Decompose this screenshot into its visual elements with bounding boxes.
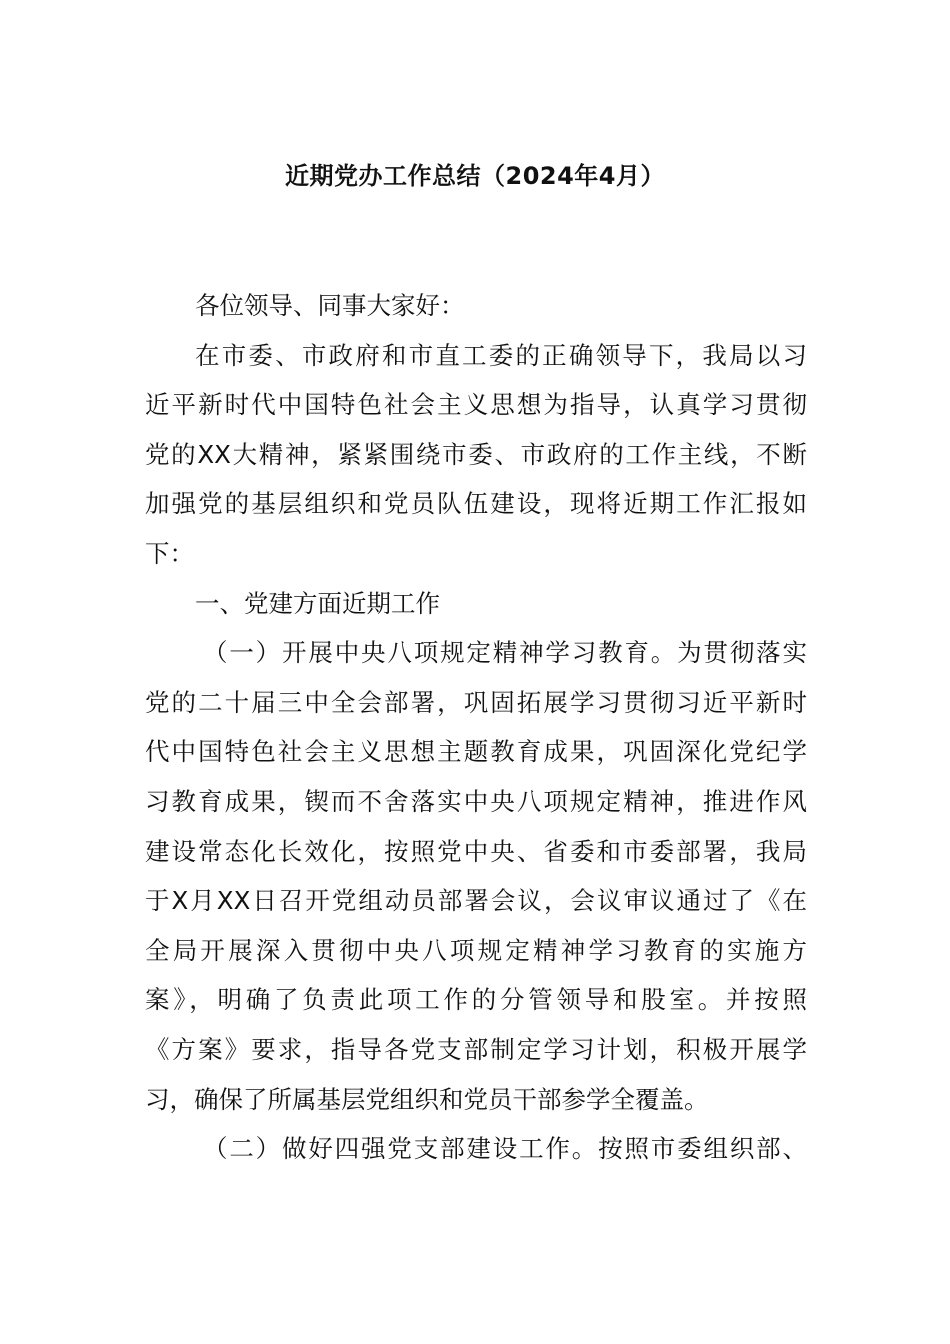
paragraph-line: 习教育成果，锲而不舍落实中央八项规定精神，推进作风 [145,786,807,816]
paragraph-line: 建设常态化长效化，按照党中央、省委和市委部署，我局 [145,836,807,866]
document-body [145,281,807,1174]
paragraph-line: 代中国特色社会主义思想主题教育成果，巩固深化党纪学 [145,737,807,767]
paragraph-line: （二）做好四强党支部建设工作。按照市委组织部、 [203,1134,807,1164]
greeting-line: 各位领导、同事大家好： [195,291,465,320]
paragraph-line: 全局开展深入贯彻中央八项规定精神学习教育的实施方 [145,935,807,965]
paragraph-line: （一）开展中央八项规定精神学习教育。为贯彻落实 [203,638,807,668]
paragraph-line: 下： [145,538,194,568]
paragraph-line: 于X月XX日召开党组动员部署会议，会议审议通过了《在 [145,886,807,916]
document-title: 近期党办工作总结（2024年4月） [285,162,665,190]
paragraph-line: 习，确保了所属基层党组织和党员干部参学全覆盖。 [145,1084,709,1114]
section-heading: 一、党建方面近期工作 [195,588,440,618]
paragraph-line: 案》，明确了负责此项工作的分管领导和股室。并按照 [145,985,807,1015]
paragraph-line: 党的二十届三中全会部署，巩固拓展学习贯彻习近平新时 [145,687,807,717]
paragraph-line: 加强党的基层组织和党员队伍建设，现将近期工作汇报如 [145,489,807,519]
paragraph-line: 近平新时代中国特色社会主义思想为指导，认真学习贯彻 [145,390,807,420]
paragraph-line: 党的XX大精神，紧紧围绕市委、市政府的工作主线，不断 [145,439,807,469]
paragraph-line: 《方案》要求，指导各党支部制定学习计划，积极开展学 [145,1034,807,1064]
paragraph-line: 在市委、市政府和市直工委的正确领导下，我局以习 [195,340,807,370]
